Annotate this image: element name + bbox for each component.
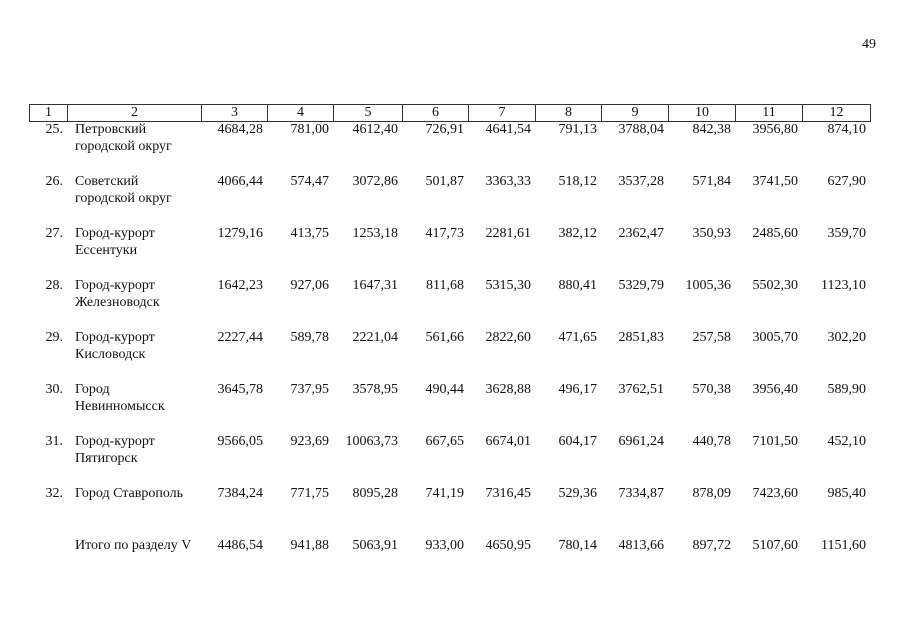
value-cell: 496,17: [558, 382, 597, 397]
header-cell: 8: [536, 105, 602, 122]
value-cell: 501,87: [425, 174, 464, 189]
header-cell: 1: [30, 105, 68, 122]
value-cell: 440,78: [692, 434, 731, 449]
value-cell: 3645,78: [217, 382, 263, 397]
header-cell: 12: [803, 105, 871, 122]
value-cell: 667,65: [425, 434, 464, 449]
value-cell: 781,00: [290, 122, 329, 137]
table-row: [29, 433, 870, 485]
value-cell: 737,95: [290, 382, 329, 397]
value-cell: 3741,50: [752, 174, 798, 189]
header-cell: 5: [334, 105, 403, 122]
value-cell: 2851,83: [618, 330, 664, 345]
value-cell: 302,20: [827, 330, 866, 345]
total-value-cell: 1151,60: [821, 538, 866, 553]
header-cell: 3: [202, 105, 268, 122]
value-cell: 3788,04: [618, 122, 664, 137]
value-cell: 4641,54: [485, 122, 531, 137]
header-cell: 11: [736, 105, 803, 122]
value-cell: 3762,51: [618, 382, 664, 397]
row-number: 27.: [45, 226, 63, 241]
empty-cell: [29, 537, 67, 561]
value-cell: 2227,44: [217, 330, 263, 345]
column-number-header: [29, 104, 871, 122]
municipality-name: Город-курорт Пятигорск: [75, 434, 155, 466]
value-cell: 452,10: [827, 434, 866, 449]
value-cell: 413,75: [290, 226, 329, 241]
value-cell: 1005,36: [685, 278, 731, 293]
row-number: 26.: [45, 174, 63, 189]
value-cell: 490,44: [425, 382, 464, 397]
total-value-cell: 4486,54: [217, 538, 263, 553]
value-cell: 878,09: [692, 486, 731, 501]
value-cell: 570,38: [692, 382, 731, 397]
value-cell: 257,58: [692, 330, 731, 345]
value-cell: 589,78: [290, 330, 329, 345]
header-cell: 9: [602, 105, 669, 122]
municipality-name: Петровский городской округ: [75, 122, 172, 154]
value-cell: 6674,01: [485, 434, 531, 449]
value-cell: 5329,79: [618, 278, 664, 293]
value-cell: 417,73: [425, 226, 464, 241]
header-cell: 6: [403, 105, 469, 122]
table-row: [29, 173, 870, 225]
value-cell: 2485,60: [752, 226, 798, 241]
value-cell: 3956,40: [752, 382, 798, 397]
header-cell: 7: [469, 105, 536, 122]
municipality-name: Город-курорт Кисловодск: [75, 330, 155, 362]
value-cell: 923,69: [290, 434, 329, 449]
value-cell: 7316,45: [485, 486, 531, 501]
row-number: 25.: [45, 122, 63, 137]
table-row: [29, 225, 870, 277]
table-row: [29, 329, 870, 381]
value-cell: 359,70: [827, 226, 866, 241]
value-cell: 3005,70: [752, 330, 798, 345]
value-cell: 571,84: [692, 174, 731, 189]
value-cell: 771,75: [290, 486, 329, 501]
municipality-name: Город Ставрополь: [75, 486, 184, 501]
value-cell: 350,93: [692, 226, 731, 241]
row-number: 28.: [45, 278, 63, 293]
municipality-name: Город Невинномысск: [75, 382, 165, 414]
header-row: [30, 105, 871, 122]
header-cell: 10: [669, 105, 736, 122]
value-cell: 7384,24: [217, 486, 263, 501]
value-cell: 1123,10: [821, 278, 866, 293]
value-cell: 4066,44: [217, 174, 263, 189]
value-cell: 811,68: [426, 278, 464, 293]
total-value-cell: 933,00: [425, 538, 464, 553]
header-cell: 2: [68, 105, 202, 122]
value-cell: 874,10: [827, 122, 866, 137]
value-cell: 518,12: [558, 174, 597, 189]
total-row: [29, 537, 870, 561]
value-cell: 471,65: [558, 330, 597, 345]
value-cell: 4612,40: [352, 122, 398, 137]
total-value-cell: 4813,66: [618, 538, 664, 553]
value-cell: 3363,33: [485, 174, 531, 189]
value-cell: 6961,24: [618, 434, 664, 449]
table-row: [29, 381, 870, 433]
value-cell: 4684,28: [217, 122, 263, 137]
value-cell: 7423,60: [752, 486, 798, 501]
value-cell: 589,90: [827, 382, 866, 397]
row-number: 29.: [45, 330, 63, 345]
value-cell: 10063,73: [345, 434, 398, 449]
value-cell: 1647,31: [352, 278, 398, 293]
total-value-cell: 941,88: [290, 538, 329, 553]
row-number: 32.: [45, 486, 63, 501]
municipality-name: Город-курорт Железноводск: [75, 278, 160, 310]
data-table: [29, 121, 870, 561]
value-cell: 1642,23: [217, 278, 263, 293]
value-cell: 604,17: [558, 434, 597, 449]
value-cell: 561,66: [425, 330, 464, 345]
value-cell: 8095,28: [352, 486, 398, 501]
table-row: [29, 121, 870, 173]
total-label: Итого по разделу V: [75, 538, 192, 553]
value-cell: 529,36: [558, 486, 597, 501]
value-cell: 627,90: [827, 174, 866, 189]
total-value-cell: 5063,91: [352, 538, 398, 553]
header-cell: 4: [268, 105, 334, 122]
value-cell: 574,47: [290, 174, 329, 189]
value-cell: 3537,28: [618, 174, 664, 189]
value-cell: 726,91: [425, 122, 464, 137]
municipality-name: Город-курорт Ессентуки: [75, 226, 155, 258]
value-cell: 1279,16: [217, 226, 263, 241]
value-cell: 3956,80: [752, 122, 798, 137]
value-cell: 791,13: [558, 122, 597, 137]
value-cell: 1253,18: [352, 226, 398, 241]
value-cell: 842,38: [692, 122, 731, 137]
value-cell: 5315,30: [485, 278, 531, 293]
value-cell: 2281,61: [485, 226, 531, 241]
page-number: 49: [862, 37, 876, 52]
value-cell: 741,19: [425, 486, 464, 501]
value-cell: 9566,05: [217, 434, 263, 449]
value-cell: 927,06: [290, 278, 329, 293]
total-value-cell: 5107,60: [752, 538, 798, 553]
value-cell: 2221,04: [352, 330, 398, 345]
value-cell: 985,40: [827, 486, 866, 501]
row-number: 31.: [45, 434, 63, 449]
value-cell: 7334,87: [618, 486, 664, 501]
value-cell: 382,12: [558, 226, 597, 241]
value-cell: 2822,60: [485, 330, 531, 345]
total-value-cell: 897,72: [692, 538, 731, 553]
value-cell: 7101,50: [752, 434, 798, 449]
value-cell: 2362,47: [618, 226, 664, 241]
value-cell: 880,41: [558, 278, 597, 293]
value-cell: 3072,86: [352, 174, 398, 189]
value-cell: 3578,95: [352, 382, 398, 397]
value-cell: 3628,88: [485, 382, 531, 397]
table-row: [29, 485, 870, 537]
table-body: [29, 121, 870, 561]
total-value-cell: 4650,95: [485, 538, 531, 553]
table-row: [29, 277, 870, 329]
value-cell: 5502,30: [752, 278, 798, 293]
row-number: 30.: [45, 382, 63, 397]
total-value-cell: 780,14: [558, 538, 597, 553]
municipality-name: Советский городской округ: [75, 174, 172, 206]
